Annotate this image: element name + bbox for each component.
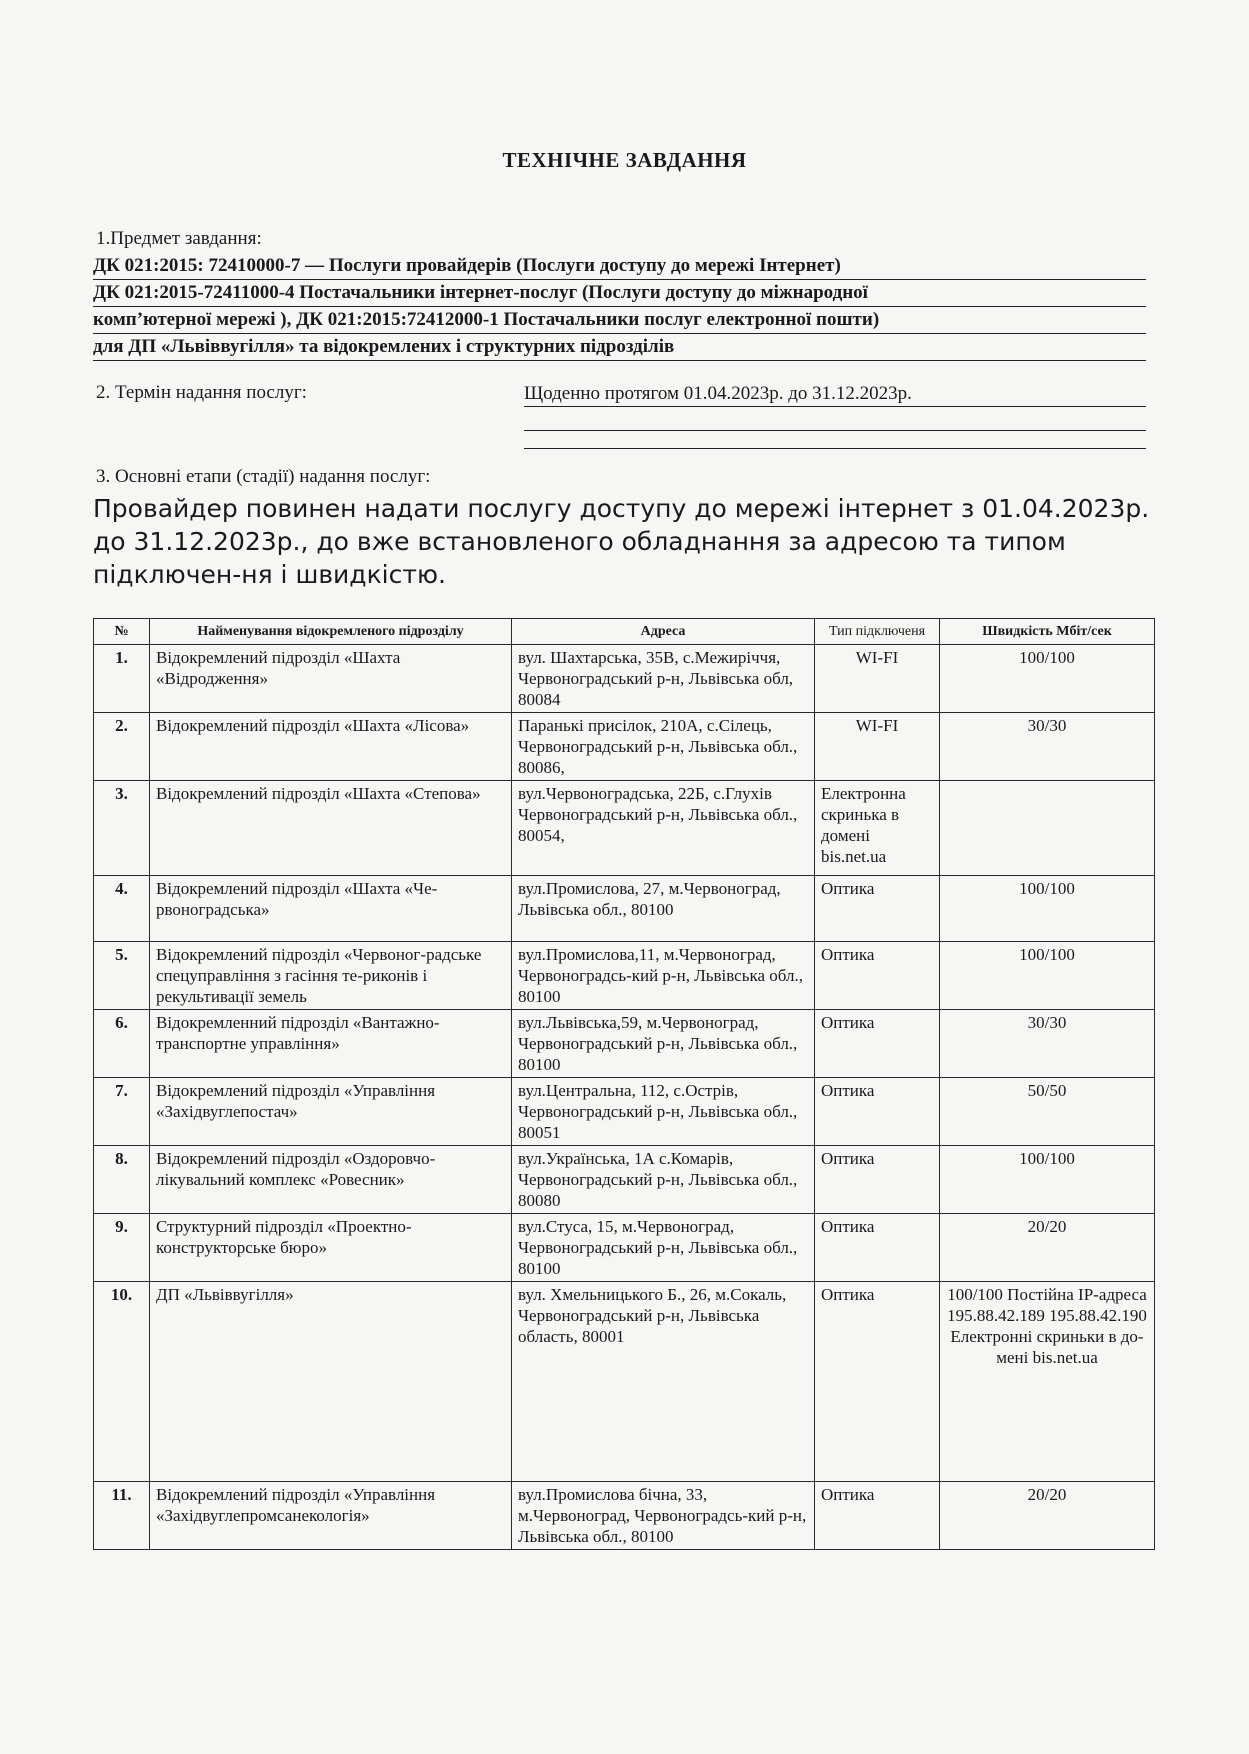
row-num: 11. xyxy=(94,1482,150,1550)
row-address: вул.Червоноградська, 22Б, с.Глухів Червоноградський р-н, Львівська обл., 80054, xyxy=(512,781,815,876)
row-address: вул. Хмельницького Б., 26, м.Сокаль, Червоноградський р-н, Львівська область, 80001 xyxy=(512,1282,815,1482)
section-3-heading: 3. Основні етапи (стадії) надання послуг: xyxy=(96,466,431,487)
row-num: 7. xyxy=(94,1078,150,1146)
table-row xyxy=(94,1078,1155,1146)
row-type: Електронна скринька в домені bis.net.ua xyxy=(815,781,940,876)
document-title: ТЕХНІЧНЕ ЗАВДАННЯ xyxy=(502,148,747,172)
row-name: Відокремлений підрозділ «Шахта «Степова» xyxy=(150,781,512,876)
row-speed: 50/50 xyxy=(940,1078,1155,1146)
section-1-heading: 1.Предмет завдання: xyxy=(96,228,262,249)
row-speed: 100/100 xyxy=(940,1146,1155,1214)
row-type: Оптика xyxy=(815,1214,940,1282)
subject-line-2: ДК 021:2015-72411000-4 Постачальники інтернет-послуг (Послуги доступу до міжнародної xyxy=(93,281,1146,307)
row-speed: 30/30 xyxy=(940,713,1155,781)
header-type: Тип підключеня xyxy=(815,619,940,645)
row-num: 5. xyxy=(94,942,150,1010)
row-num: 9. xyxy=(94,1214,150,1282)
row-type: Оптика xyxy=(815,1282,940,1482)
row-num: 3. xyxy=(94,781,150,876)
row-type: Оптика xyxy=(815,1078,940,1146)
header-address: Адреса xyxy=(512,619,815,645)
row-num: 1. xyxy=(94,645,150,713)
row-num: 6. xyxy=(94,1010,150,1078)
blank-underline xyxy=(524,448,1146,449)
row-address: вул.Промислова бічна, 33, м.Червоноград, Червоноградсь-кий р-н, Львівська обл., 80100 xyxy=(512,1482,815,1550)
row-name: Відокремлений підрозділ «Шахта «Лісова» xyxy=(150,713,512,781)
row-name: Відокремленний підрозділ «Вантажно-транспортне управління» xyxy=(150,1010,512,1078)
row-type: WI-FI xyxy=(815,645,940,713)
header-name: Найменування відокремленого підрозділу xyxy=(150,619,512,645)
row-type: Оптика xyxy=(815,1146,940,1214)
table-row xyxy=(94,713,1155,781)
table-row xyxy=(94,1282,1155,1482)
blank-underline xyxy=(524,430,1146,431)
row-type: WI-FI xyxy=(815,713,940,781)
row-type: Оптика xyxy=(815,1482,940,1550)
table-row xyxy=(94,1214,1155,1282)
table-row xyxy=(94,1482,1155,1550)
table-row xyxy=(94,876,1155,942)
row-address: вул.Центральна, 112, с.Острів, Червоноградський р-н, Львівська обл., 80051 xyxy=(512,1078,815,1146)
row-num: 8. xyxy=(94,1146,150,1214)
row-name: Відокремлений підрозділ «Шахта «Че-рвоноградська» xyxy=(150,876,512,942)
row-name: ДП «Львіввугілля» xyxy=(150,1282,512,1482)
subject-line-1: ДК 021:2015: 72410000-7 — Послуги провайдерів (Послуги доступу до мережі Інтернет) xyxy=(93,254,1146,280)
row-speed: 100/100 xyxy=(940,876,1155,942)
row-num: 10. xyxy=(94,1282,150,1482)
row-name: Відокремлений підрозділ «Шахта «Відродження» xyxy=(150,645,512,713)
row-speed: 100/100 xyxy=(940,645,1155,713)
subject-line-4: для ДП «Львіввугілля» та відокремлених і структурних підрозділів xyxy=(93,335,1146,361)
table-row xyxy=(94,645,1155,713)
row-name: Відокремлений підрозділ «Управління «Західвуглепостач» xyxy=(150,1078,512,1146)
row-speed: 100/100 Постійна IP-адреса 195.88.42.189 195.88.42.190 Електронні скриньки в до-мені bis.net.ua xyxy=(940,1282,1155,1482)
row-address: Паранькі присілок, 210А, с.Сілець, Червоноградський р-н, Львівська обл., 80086, xyxy=(512,713,815,781)
table-row xyxy=(94,781,1155,876)
row-speed: 20/20 xyxy=(940,1482,1155,1550)
row-address: вул. Шахтарська, 35В, с.Межиріччя, Червоноградський р-н, Львівська обл, 80084 xyxy=(512,645,815,713)
row-speed: 30/30 xyxy=(940,1010,1155,1078)
row-type: Оптика xyxy=(815,942,940,1010)
services-table xyxy=(93,618,1155,1550)
row-name: Структурний підрозділ «Проектно-конструкторське бюро» xyxy=(150,1214,512,1282)
header-speed: Швидкість Мбіт/сек xyxy=(940,619,1155,645)
row-speed: 100/100 xyxy=(940,942,1155,1010)
row-speed: 20/20 xyxy=(940,1214,1155,1282)
table-row xyxy=(94,1146,1155,1214)
row-name: Відокремлений підрозділ «Управління «Західвуглепромсанекологія» xyxy=(150,1482,512,1550)
row-type: Оптика xyxy=(815,876,940,942)
table-row xyxy=(94,1010,1155,1078)
term-value: Щоденно протягом 01.04.2023р. до 31.12.2023р. xyxy=(524,382,1146,407)
row-address: вул.Українська, 1А с.Комарів, Червоноградський р-н, Львівська обл., 80080 xyxy=(512,1146,815,1214)
row-address: вул.Промислова, 27, м.Червоноград, Львівська обл., 80100 xyxy=(512,876,815,942)
row-name: Відокремлений підрозділ «Оздоровчо-лікувальний комплекс «Ровесник» xyxy=(150,1146,512,1214)
row-speed xyxy=(940,781,1155,876)
row-type: Оптика xyxy=(815,1010,940,1078)
row-num: 2. xyxy=(94,713,150,781)
subject-line-3: комп’ютерної мережі ), ДК 021:2015:72412000-1 Постачальники послуг електронної пошти) xyxy=(93,308,1146,334)
header-num: № xyxy=(94,619,150,645)
term-label: 2. Термін надання послуг: xyxy=(96,382,307,403)
row-address: вул.Львівська,59, м.Червоноград, Червоноградський р-н, Львівська обл., 80100 xyxy=(512,1010,815,1078)
row-address: вул.Стуса, 15, м.Червоноград, Червоноградський р-н, Львівська обл., 80100 xyxy=(512,1214,815,1282)
table-header-row xyxy=(94,619,1155,645)
row-name: Відокремлений підрозділ «Червоног-радське спецуправління з гасіння те-риконів і рекультивації земель xyxy=(150,942,512,1010)
section-3-text: Провайдер повинен надати послугу доступу до мережі інтернет з 01.04.2023р. до 31.12.2023р., до вже встановленого обладнання за адресою та типом підключен-ня і швидкістю. xyxy=(93,494,1150,589)
table-row xyxy=(94,942,1155,1010)
row-num: 4. xyxy=(94,876,150,942)
row-address: вул.Промислова,11, м.Червоноград, Червоноградсь-кий р-н, Львівська обл., 80100 xyxy=(512,942,815,1010)
